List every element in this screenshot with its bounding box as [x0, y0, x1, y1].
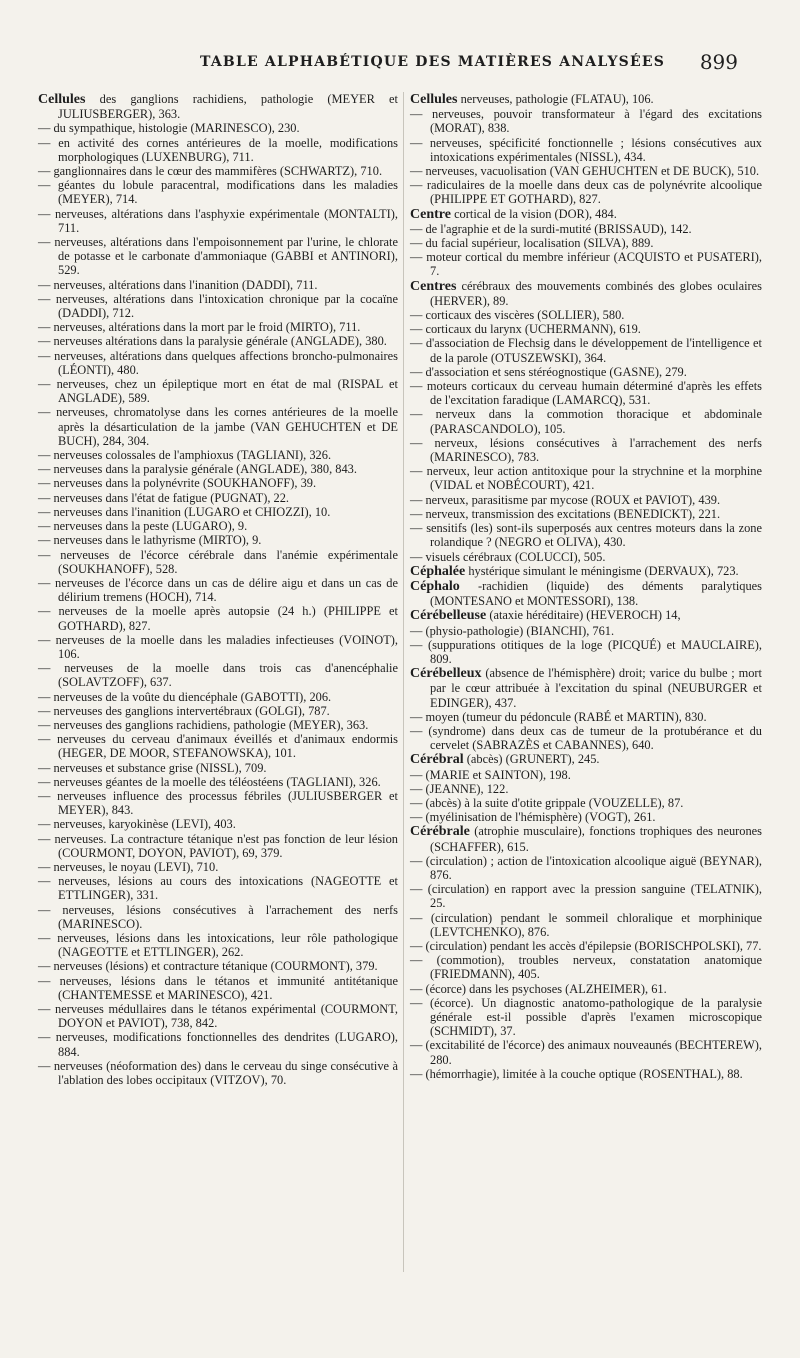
entry-heading: Cellules: [38, 92, 86, 107]
index-entry: [38, 860, 398, 874]
index-entry: [38, 320, 398, 334]
entry-heading: Cérébelleux: [410, 666, 482, 682]
entry-text: cortical de la vision (DOR), 484.: [454, 206, 617, 221]
index-entry: [38, 1002, 398, 1030]
entry-text: — nerveuses de la voûte du diencéphale (GABOTTI), 206.: [38, 689, 332, 704]
index-entry: [410, 178, 762, 206]
index-entry: [410, 996, 762, 1039]
entry-text: — (excitabilité de l'écorce) des animaux nouveaunés (BECHTEREW), 280.: [410, 1038, 762, 1067]
index-entry: [410, 322, 762, 336]
entry-text: — nerveuses colossales de l'amphioxus (TAGLIANI), 326.: [38, 448, 332, 463]
index-entry: [38, 334, 398, 348]
index-entry: [38, 164, 398, 178]
index-entry: [38, 349, 398, 377]
entry-text: — nerveux, parasitisme par mycose (ROUX et PAVIOT), 439.: [410, 492, 721, 507]
index-entry: [38, 817, 398, 831]
index-entry: [410, 624, 762, 638]
index-entry: [410, 207, 762, 222]
entry-text: — de l'agraphie et de la surdi-mutité (BRISSAUD), 142.: [410, 221, 692, 236]
entry-text: — en activité des cornes antérieures de la moelle, modifications morphologiques (LUXENBURG), 711.: [38, 135, 398, 164]
column-divider: [403, 92, 404, 1272]
left-column: [38, 92, 398, 1087]
entry-text: — nerveux, leur action antitoxique pour la strychnine et la morphine (VIDAL et NOBÉCOURT), 421.: [410, 464, 762, 493]
entry-text: — nerveuses et substance grise (NISSL), 709.: [38, 760, 267, 775]
index-entry: [410, 810, 762, 824]
index-entry: [410, 365, 762, 379]
index-entry: [410, 164, 762, 178]
index-entry: [38, 604, 398, 632]
entry-text: — nerveuses. La contracture tétanique n'est pas fonction de leur lésion (COURMONT, DOYON, PAVIOT), 69, 379.: [38, 831, 398, 860]
entry-text: — nerveuses des ganglions rachidiens, pathologie (MEYER), 363.: [38, 717, 369, 732]
entry-text: — nerveuses, lésions consécutives à l'arrachement des nerfs (MARINESCO).: [38, 902, 398, 931]
index-entry: [410, 882, 762, 910]
right-column: [410, 92, 762, 1081]
entry-text: — nerveuses, altérations dans l'intoxication chronique par la cocaïne (DADDI), 712.: [38, 291, 398, 321]
entry-text: — (circulation) en rapport avec la pression sanguine (TELATNIK), 25.: [410, 882, 762, 911]
entry-text: — nerveuses, altérations dans l'empoisonnement par l'urine, le chlorate de potasse et le carbonate d'ammoniaque (GABBI et ANTINORI), 529.: [38, 235, 398, 278]
index-entry: [410, 521, 762, 549]
index-entry: [410, 92, 762, 107]
index-entry: [38, 974, 398, 1002]
index-entry: [38, 92, 398, 121]
entry-text: — nerveuses de la moelle dans trois cas d'anencéphalie (SOLAVTZOFF), 637.: [38, 661, 398, 690]
index-entry: [410, 236, 762, 250]
entry-text: — nerveuses, pouvoir transformateur à l'égard des excitations (MORAT), 838.: [410, 107, 762, 136]
index-entry: [38, 178, 398, 206]
entry-text: — (suppurations otitiques de la loge (PICQUÉ) et MAUCLAIRE), 809.: [410, 637, 762, 666]
page-header: [0, 52, 800, 82]
entry-text: — (abcès) à la suite d'otite grippale (VOUZELLE), 87.: [410, 795, 684, 810]
index-entry: [38, 405, 398, 448]
entry-text: nerveuses, pathologie (FLATAU), 106.: [460, 92, 654, 106]
index-entry: [38, 1030, 398, 1058]
entry-text: — nerveuses de la moelle après autopsie (24 h.) (PHILIPPE et GOTHARD), 827.: [38, 604, 398, 633]
index-entry: [38, 789, 398, 817]
index-entry: [410, 854, 762, 882]
index-entry: [410, 407, 762, 435]
index-entry: [38, 832, 398, 860]
index-entry: [410, 336, 762, 364]
entry-text: — géantes du lobule paracentral, modifications dans les maladies (MEYER), 714.: [38, 178, 398, 207]
entry-text: (atrophie musculaire), fonctions trophiques des neurones (SCHAFFER), 615.: [430, 824, 762, 854]
entry-heading: Cérébral: [410, 752, 464, 768]
entry-text: — nerveuses de l'écorce dans un cas de délire aigu et dans un cas de délirium tremens (HOCH), 714.: [38, 575, 398, 605]
index-entry: [38, 207, 398, 235]
entry-text: — nerveuses médullaires dans le tétanos expérimental (COURMONT, DOYON et PAVIOT), 738, 842.: [38, 1002, 398, 1031]
entry-text: — sensitifs (les) sont-ils superposés aux centres moteurs dans la zone rolandique ? (NEGRO et OLIVA), 430.: [410, 521, 762, 550]
index-entry: [38, 548, 398, 576]
entry-text: — (circulation) ; action de l'intoxication alcoolique aiguë (BEYNAR), 876.: [410, 853, 762, 882]
index-entry: [410, 136, 762, 164]
index-entry: [410, 666, 762, 710]
entry-heading: Cellules: [410, 92, 458, 107]
index-entry: [38, 491, 398, 505]
index-entry: [38, 476, 398, 490]
index-entry: [410, 279, 762, 308]
index-entry: [38, 874, 398, 902]
entry-text: — (circulation) pendant le sommeil chloralique et morphinique (LEVTCHENKO), 876.: [410, 910, 762, 939]
entry-text: — nerveuses, lésions dans les intoxications, leur rôle pathologique (NAGEOTTE et ETTLINGER), 262.: [38, 930, 398, 960]
entry-text: — nerveuses, chez un épileptique mort en état de mal (RISPAL et ANGLADE), 589.: [38, 377, 398, 406]
entry-text: — nerveuses, altérations dans l'inanition (DADDI), 711.: [38, 277, 318, 292]
entry-text: — nerveuses, spécificité fonctionnelle ; lésions consécutives aux intoxications expérimentales (NISSL), 434.: [410, 135, 762, 164]
entry-text: — (hémorrhagie), limitée à la couche optique (ROSENTHAL), 88.: [410, 1066, 743, 1081]
entry-text: — nerveuses dans la paralysie générale (ANGLADE), 380, 843.: [38, 462, 357, 477]
index-entry: [38, 519, 398, 533]
index-entry: [410, 824, 762, 853]
entry-text: — nerveuses, karyokinèse (LEVI), 403.: [38, 817, 236, 832]
entry-text: — (physio-pathologie) (BIANCHI), 761.: [410, 623, 615, 638]
index-entry: [410, 107, 762, 135]
index-entry: [410, 1038, 762, 1066]
index-entry: [410, 222, 762, 236]
entry-text: — nerveuses des ganglions intervertébraux (GOLGI), 787.: [38, 703, 330, 718]
running-title: TABLE ALPHABÉTIQUE DES MATIÈRES ANALYSÉES: [200, 54, 666, 70]
index-entry: [410, 796, 762, 810]
entry-text: — nerveuses de l'écorce cérébrale dans l'anémie expérimentale (SOUKHANOFF), 528.: [38, 547, 398, 576]
index-entry: [38, 661, 398, 689]
entry-text: — nerveuses, lésions dans le tétanos et immunité antitétanique (CHANTEMESSE et MARINESCO), 421.: [38, 973, 398, 1002]
entry-text: — (écorce). Un diagnostic anatomo-pathologique de la paralysie générale est-il possible d'après l'examen microscopique (SCHMIDT), 37.: [410, 995, 762, 1039]
entry-text: — radiculaires de la moelle dans deux cas de polynévrite alcoolique (PHILIPPE ET GOTHARD), 827.: [410, 178, 762, 207]
entry-text: — (JEANNE), 122.: [410, 781, 509, 796]
index-entry: [410, 638, 762, 666]
entry-text: — nerveuses dans l'état de fatigue (PUGNAT), 22.: [38, 490, 290, 505]
entry-text: — nerveux, transmission des excitations (BENEDICKT), 221.: [410, 506, 721, 521]
entry-text: — moyen (tumeur du pédoncule (RABÉ et MARTIN), 830.: [410, 709, 707, 724]
entry-text: — d'association de Flechsig dans le développement de l'intelligence et de la parole (OTUSZEWSKI), 364.: [410, 336, 762, 365]
entry-text: — (commotion), troubles nerveux, constatation anatomique (FRIEDMANN), 405.: [410, 953, 762, 982]
index-entry: [38, 704, 398, 718]
entry-text: — nerveuses (néoformation des) dans le cerveau du singe consécutive à l'ablation des lobes occipitaux (VITZOV), 70.: [38, 1058, 398, 1088]
entry-text: — nerveuses, lésions au cours des intoxications (NAGEOTTE et ETTLINGER), 331.: [38, 874, 398, 903]
entry-text: — (écorce) dans les psychoses (ALZHEIMER), 61.: [410, 981, 667, 996]
entry-heading: Cérébrale: [410, 824, 470, 840]
index-entry: [410, 493, 762, 507]
index-entry: [38, 718, 398, 732]
entry-text: — nerveuses, altérations dans l'asphyxie expérimentale (MONTALTI), 711.: [38, 206, 398, 235]
index-entry: [410, 507, 762, 521]
index-entry: [410, 564, 762, 579]
entry-heading: Céphalée: [410, 563, 466, 579]
entry-text: — nerveuses influence des processus fébriles (JULIUSBERGER et MEYER), 843.: [38, 788, 398, 818]
entry-text: — nerveuses dans la polynévrite (SOUKHANOFF), 39.: [38, 476, 317, 491]
entry-text: — nerveux dans la commotion thoracique et abdominale (PARASCANDOLO), 105.: [410, 407, 762, 436]
index-entry: [38, 505, 398, 519]
index-entry: [38, 1059, 398, 1087]
index-entry: [410, 710, 762, 724]
entry-text: — nerveuses, vacuolisation (VAN GEHUCHTEN et DE BUCK), 510.: [410, 164, 760, 179]
entry-text: — (MARIE et SAINTON), 198.: [410, 767, 571, 782]
index-entry: [410, 579, 762, 608]
entry-text: — nerveuses, altérations dans la mort par le froid (MIRTO), 711.: [38, 320, 361, 335]
index-entry: [38, 690, 398, 704]
entry-text: — nerveuses, chromatolyse dans les cornes antérieures de la moelle après la désarticulation de la jambe (VAN GEHUCHTEN et DE BUCH), 284, 304.: [38, 405, 398, 448]
entry-text: — nerveux, lésions consécutives à l'arrachement des nerfs (MARINESCO), 783.: [410, 435, 762, 465]
entry-text: — ganglionnaires dans le cœur des mammifères (SCHWARTZ), 710.: [38, 164, 383, 179]
entry-text: — nerveuses de la moelle dans les maladies infectieuses (VOINOT), 106.: [38, 632, 398, 661]
entry-heading: Centre: [410, 206, 451, 222]
entry-heading: Cérébelleuse: [410, 608, 487, 624]
entry-text: — (circulation) pendant les accès d'épilepsie (BORISCHPOLSKI), 77.: [410, 938, 762, 953]
index-entry: [38, 136, 398, 164]
entry-text: (ataxie héréditaire) (HEVEROCH) 14,: [489, 608, 681, 623]
index-entry: [38, 292, 398, 320]
entry-text: cérébraux des mouvements combinés des globes oculaires (HERVER), 89.: [430, 278, 762, 308]
index-entry: [38, 121, 398, 135]
entry-text: — nerveuses, modifications fonctionnelles des dendrites (LUGARO), 884.: [38, 1030, 398, 1059]
entry-text: — d'association et sens stéréognostique (GASNE), 279.: [410, 364, 687, 379]
index-entry: [38, 462, 398, 476]
entry-text: — nerveuses, le noyau (LEVI), 710.: [38, 859, 219, 874]
index-entry: [410, 464, 762, 492]
entry-text: — visuels cérébraux (COLUCCI), 505.: [410, 549, 606, 564]
index-entry: [410, 379, 762, 407]
entry-heading: Céphalo: [410, 578, 460, 594]
index-entry: [410, 982, 762, 996]
index-entry: [410, 939, 762, 953]
entry-text: -rachidien (liquide) des déments paralytiques (MONTESANO et MONTESSORI), 138.: [430, 578, 762, 609]
index-entry: [410, 724, 762, 752]
index-entry: [410, 436, 762, 464]
index-entry: [410, 953, 762, 981]
index-entry: [410, 250, 762, 278]
entry-text: — nerveuses altérations dans la paralysie générale (ANGLADE), 380.: [38, 334, 387, 349]
index-entry: [410, 768, 762, 782]
entry-text: — moteurs corticaux du cerveau humain déterminé d'après les effets de l'excitation faradique (LAMARCQ), 531.: [410, 379, 762, 408]
index-entry: [38, 775, 398, 789]
entry-text: — nerveuses dans la peste (LUGARO), 9.: [38, 519, 248, 534]
entry-text: — (syndrome) dans deux cas de tumeur de la protubérance et du cervelet (SABRAZÈS et CABANNES), 640.: [410, 723, 762, 753]
entry-text: hystérique simulant le méningisme (DERVAUX), 723.: [468, 563, 739, 578]
entry-heading: Centres: [410, 278, 457, 294]
entry-text: — corticaux du larynx (UCHERMANN), 619.: [410, 322, 641, 337]
index-entry: [38, 959, 398, 973]
entry-text: — nerveuses géantes de la moelle des téléostéens (TAGLIANI), 326.: [38, 774, 381, 789]
page-number: 899: [699, 50, 738, 74]
index-entry: [38, 278, 398, 292]
index-entry: [410, 608, 762, 623]
index-entry: [410, 1067, 762, 1081]
entry-text: — nerveuses du cerveau d'animaux éveillés et d'animaux endormis (HEGER, DE MOOR, STEFANOWSKA), 101.: [38, 732, 398, 761]
index-entry: [38, 761, 398, 775]
entry-text: — nerveuses (lésions) et contracture tétanique (COURMONT), 379.: [38, 959, 378, 974]
index-entry: [38, 235, 398, 278]
entry-text: — nerveuses dans l'inanition (LUGARO et CHIOZZI), 10.: [38, 504, 331, 519]
index-entry: [38, 377, 398, 405]
entry-text: — nerveuses, altérations dans quelques affections broncho-pulmonaires (LÉONTI), 480.: [38, 348, 398, 377]
entry-text: (abcès) (GRUNERT), 245.: [466, 752, 600, 767]
index-entry: [410, 308, 762, 322]
index-entry: [38, 633, 398, 661]
entry-text: des ganglions rachidiens, pathologie (MEYER et JULIUSBERGER), 363.: [58, 92, 398, 122]
entry-text: — corticaux des viscères (SOLLIER), 580.: [410, 308, 625, 323]
index-entry: [410, 550, 762, 564]
index-entry: [410, 752, 762, 767]
index-entry: [38, 576, 398, 604]
entry-text: — (myélinisation de l'hémisphère) (VOGT), 261.: [410, 810, 656, 825]
index-entry: [410, 782, 762, 796]
index-entry: [410, 911, 762, 939]
index-entry: [38, 533, 398, 547]
index-entry: [38, 732, 398, 760]
entry-text: — du sympathique, histologie (MARINESCO), 230.: [38, 121, 300, 136]
entry-text: — nerveuses dans le lathyrisme (MIRTO), 9.: [38, 533, 262, 548]
index-entry: [38, 448, 398, 462]
index-entry: [38, 903, 398, 931]
entry-text: — du facial supérieur, localisation (SILVA), 889.: [410, 236, 654, 251]
entry-text: (absence de l'hémisphère) droit; varice du bulbe ; mort par le cœur attribuée à l'excitation du spinal (NEUBURGER et EDINGER), 437.: [430, 666, 762, 710]
entry-text: — moteur cortical du membre inférieur (ACQUISTO et PUSATERI), 7.: [410, 250, 762, 279]
index-entry: [38, 931, 398, 959]
